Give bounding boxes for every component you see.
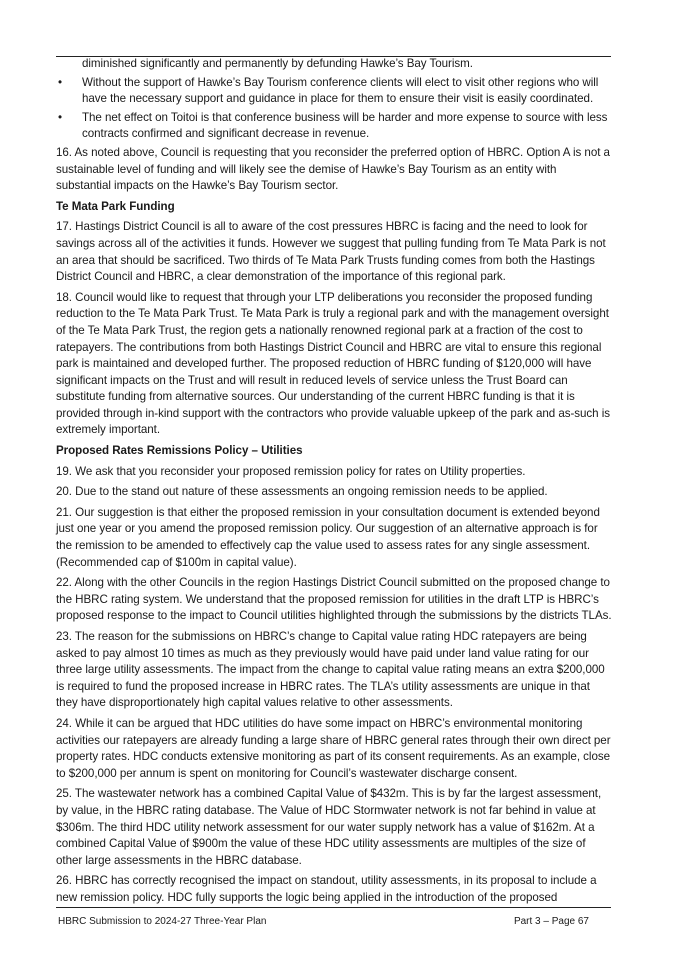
paragraph-26: 26. HBRC has correctly recognised the impact on standout, utility assessments, in its proposal to include a new remission policy. HDC fully supports the logic being applied in the introduction of the proposed — [56, 874, 597, 904]
bullet-glyph: • — [58, 75, 63, 89]
bullet-text: The net effect on Toitoi is that conference business will be harder and more expense to source with less contracts confirmed and significant decrease in revenue. — [82, 110, 608, 141]
paragraph-21: 21. Our suggestion is that either the proposed remission in your consultation document is extended beyond just one year or you amend the proposed remission policy. Our suggestion of an alternative approach is for the remission to be amended to effectively cap the value used to assess rates for any single assessment. (Recommended cap of $100m in capital value). — [56, 505, 600, 569]
paragraph-22: 22. Along with the other Councils in the region Hastings District Council submitted on the proposed change to the HBRC rating system. We understand that the proposed remission for utilities in the draft LTP is HBRC’s proposed response to the impact to Council utilities highlighted through the submissions by the districts TLAs. — [56, 576, 612, 623]
paragraph-18: 18. Council would like to request that through your LTP deliberations you reconsider the proposed funding reduction to the Te Mata Park Trust. Te Mata Park is truly a regional park and with the management oversight of the Te Mata Park Trust, the region gets a nationally renowned regional park at a fraction of the cost to ratepayers. The contributions from both Hastings District Council and HBRC are vital to ensure this regional park is maintained and developed further. The proposed reduction of HBRC funding of $120,000 will have significant impacts on the Trust and will result in reduced levels of service unless the Trust Board can substitute funding from alternative sources. Our understanding of the current HBRC funding is that it is provided through in-kind support with the contractors who provide valuable upkeep of the park and as-such is extremely important. — [56, 290, 611, 437]
paragraph-20: 20. Due to the stand out nature of these assessments an ongoing remission needs to be applied. — [56, 485, 548, 499]
section-heading-te-mata-park: Te Mata Park Funding — [56, 199, 175, 213]
paragraph-24: 24. While it can be argued that HDC utilities do have some impact on HBRC’s environmental monitoring activities our ratepayers are already funding a large share of HBRC general rates through their own direct per property rates. HDC conducts extensive monitoring as part of its consent requirements. As an example, close to $200,000 per annum is spent on monitoring for Council’s wastewater discharge consent. — [56, 716, 611, 780]
bullet-list — [56, 75, 612, 143]
bullet-item — [56, 75, 612, 108]
paragraph-23: 23. The reason for the submissions on HBRC’s change to Capital value rating HDC ratepayers are being asked to pay almost 10 times as much as they previously would have paid under land value rating for our three large utility assessments. The impact from the change to capital value rating means an extra $200,000 is required to fund the proposed increase in HBRC rates. The TLA’s utility assessments are unique in that they have disproportionately high capital values relative to other assessments. — [56, 630, 605, 710]
bullet-item — [56, 110, 612, 143]
document-body — [56, 56, 612, 911]
continued-bullet-text: diminished significantly and permanently by defunding Hawke’s Bay Tourism. — [82, 57, 473, 70]
paragraph-19: 19. We ask that you reconsider your proposed remission policy for rates on Utility properties. — [56, 464, 526, 478]
bullet-text: Without the support of Hawke’s Bay Tourism conference clients will elect to visit other regions who will have the necessary support and guidance in place for them to ensure their visit is easily coordinated. — [82, 75, 599, 106]
paragraph-17: 17. Hastings District Council is all to aware of the cost pressures HBRC is facing and the need to look for savings across all of the activities it funds. However we suggest that pulling funding from Te Mata Park is not an area that should be sacrificed. Two thirds of Te Mata Park Trusts funding comes from both the Hastings District Council and HBRC, a clear demonstration of the importance of this regional park. — [56, 220, 606, 284]
paragraph-16: 16. As noted above, Council is requesting that you reconsider the preferred option of HBRC. Option A is not a sustainable level of funding and will likely see the demise of Hawke’s Bay Tourism as an entity with substantial impacts on the Hawke’s Bay Tourism sector. — [56, 145, 610, 193]
footer-page-number: Part 3 – Page 67 — [513, 916, 589, 927]
section-heading-rates-remissions: Proposed Rates Remissions Policy – Utilities — [56, 444, 303, 458]
footer-divider — [56, 907, 611, 908]
footer-document-title: HBRC Submission to 2024-27 Three-Year Plan — [58, 916, 267, 927]
bullet-glyph: • — [58, 110, 63, 124]
paragraph-25: 25. The wastewater network has a combined Capital Value of $432m. This is by far the largest assessment, by value, in the HBRC rating database. The Value of HDC Stormwater network is not far behind in value at $306m. The third HDC utility network assessment for our water supply network has a value of $162m. At a combined Capital Value of $900m the value of these HDC utility assessments are multiples of the size of other large assessments in the HBRC database. — [56, 787, 602, 867]
